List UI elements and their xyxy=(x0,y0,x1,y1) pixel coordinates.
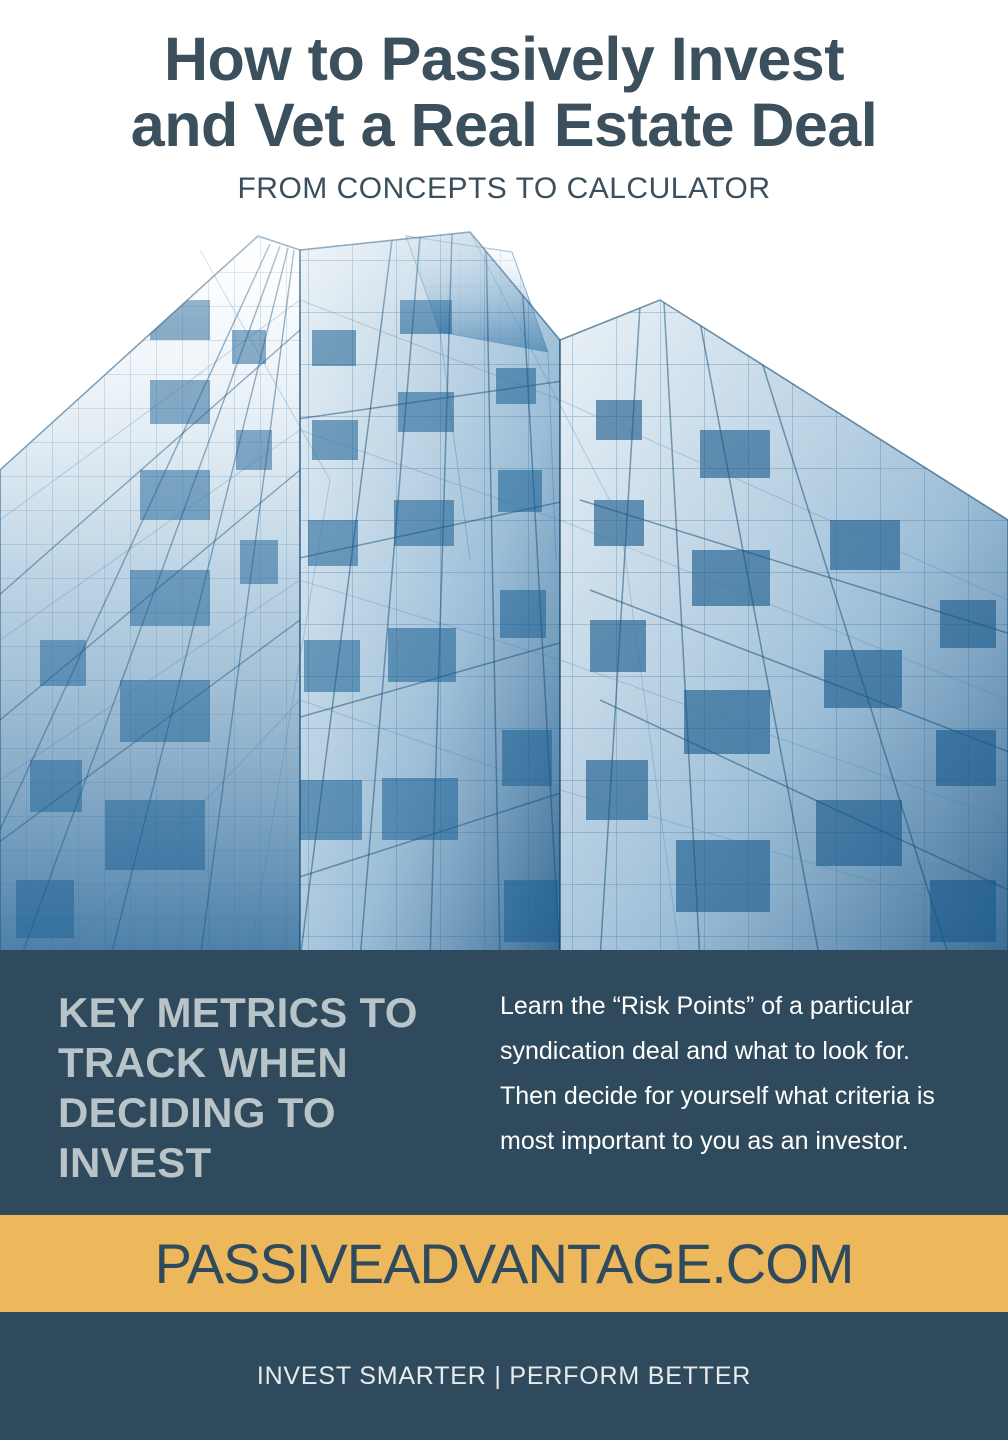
page-title xyxy=(24,26,984,158)
key-metrics-heading: KEY METRICS TO TRACK WHEN DECIDING TO INVEST xyxy=(58,989,418,1186)
poster-footer xyxy=(0,1312,1008,1440)
key-metrics-band xyxy=(0,950,1008,1215)
key-metrics-description: Learn the “Risk Points” of a particular syndication deal and what to look for. Then decide for yourself what criteria is most important to you as an investor. xyxy=(500,992,935,1155)
page-subtitle: FROM CONCEPTS TO CALCULATOR xyxy=(237,172,771,205)
website-url[interactable]: PASSIVEADVANTAGE.COM xyxy=(154,1232,854,1295)
tagline: INVEST SMARTER | PERFORM BETTER xyxy=(256,1361,752,1390)
website-banner[interactable] xyxy=(0,1215,1008,1312)
title-line-1: How to Passively Invest xyxy=(163,25,845,93)
poster-header xyxy=(0,0,1008,206)
title-line-2: and Vet a Real Estate Deal xyxy=(130,91,878,159)
